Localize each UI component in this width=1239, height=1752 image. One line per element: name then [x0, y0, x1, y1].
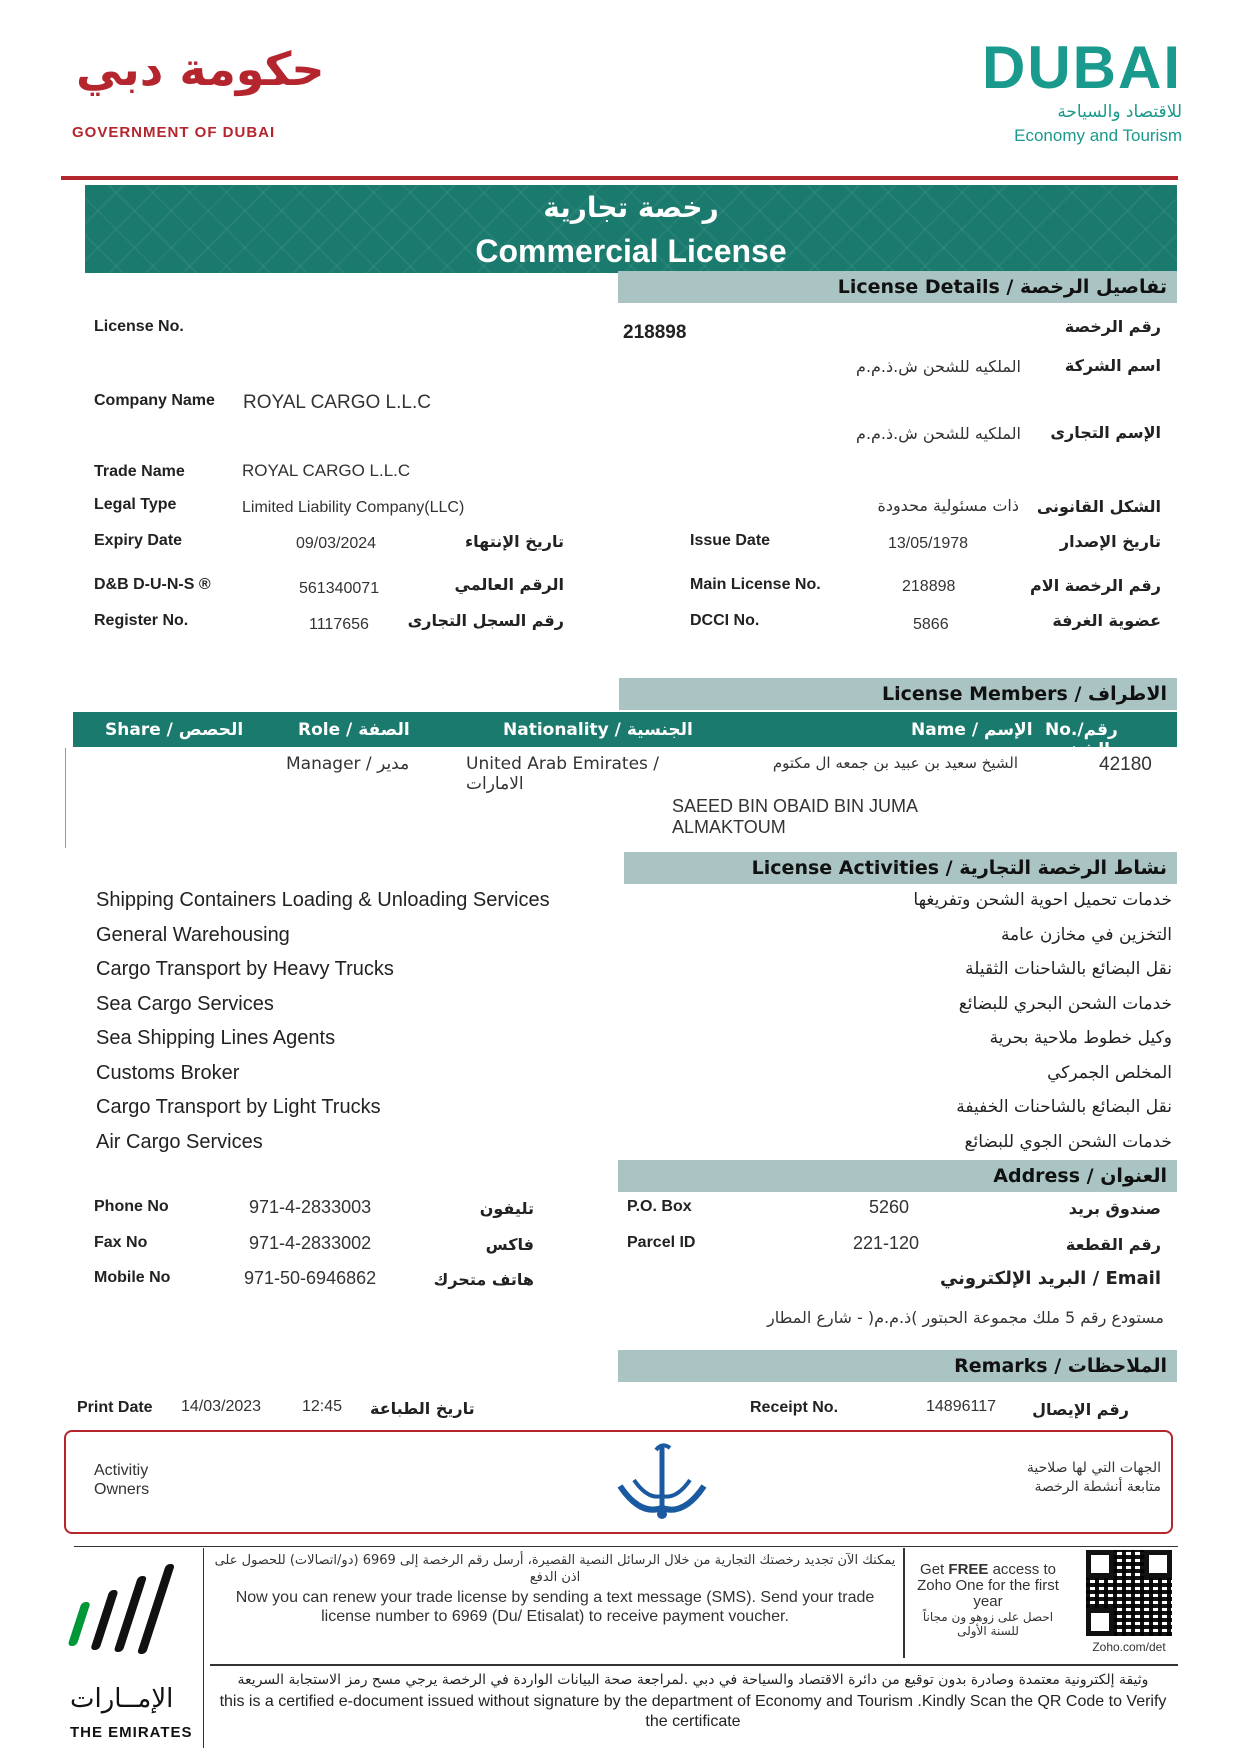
expiry-date-value: 09/03/2024 — [296, 535, 377, 552]
license-activities-title: License Activities / نشاط الرخصة التجارية — [751, 857, 1167, 879]
full-address: مستودع رقم 5 ملك مجموعة الحبتور )ذ.م.م( - شارع المطار — [766, 1308, 1164, 1327]
address-section-bar — [618, 1160, 1177, 1192]
parcel-id-label-ar: رقم القطعة — [1065, 1235, 1161, 1254]
government-of-dubai-logo — [68, 42, 325, 142]
list-item — [96, 1128, 1178, 1163]
emirates-logo — [68, 1552, 193, 1752]
legal-type-label-ar: الشكل القانونى — [1036, 497, 1161, 516]
legal-type-value: Limited Liability Company(LLC) — [242, 499, 465, 516]
print-time-value: 12:45 — [302, 1398, 343, 1415]
duns-label: D&B D-U-N-S ® — [94, 576, 211, 593]
activity-en: Sea Cargo Services — [96, 992, 274, 1015]
banner-title-english: Commercial License — [475, 233, 787, 269]
issue-date-label: Issue Date — [690, 532, 771, 549]
print-date-label: Print Date — [77, 1399, 153, 1416]
member-name-english: SAEED BIN OBAID BIN JUMA ALMAKTOUM — [672, 796, 918, 837]
license-details-section-bar — [618, 271, 1177, 303]
activity-en: Shipping Containers Loading & Unloading Services — [96, 889, 550, 911]
dcci-no-label: DCCI No. — [690, 612, 760, 629]
activity-en: General Warehousing — [96, 923, 290, 946]
det-logo-text: Economy and Tourism — [1014, 126, 1182, 145]
list-item — [96, 955, 1178, 990]
col-role: Role / الصفة — [298, 720, 410, 740]
title-banner — [85, 185, 1177, 273]
remarks-section-bar — [618, 1350, 1177, 1382]
activity-en: Air Cargo Services — [96, 1130, 263, 1153]
certified-doc-english: this is a certified e-document issued without signature by the department of Economy and Tourism .Kindly Scan the QR Code to Verify the certificate — [219, 1693, 1167, 1730]
list-item — [96, 1024, 1178, 1059]
footer-divider-mid — [903, 1548, 905, 1658]
ministry-emblem-icon — [614, 1442, 710, 1524]
owners-right-line2: متابعة أنشطة الرخصة — [1034, 1479, 1161, 1495]
list-item — [96, 1059, 1178, 1094]
license-members-title: License Members / الاطراف — [882, 683, 1167, 705]
company-name-label-ar: اسم الشركة — [1064, 356, 1161, 375]
dcci-no-value: 5866 — [913, 616, 949, 633]
list-item — [96, 990, 1178, 1025]
member-name-arabic: الشيخ سعيد بن عبيد بن جمعه ال مكتوم — [772, 754, 1018, 772]
activity-ar: نقل البضائع بالشاحنات الخفيفة — [956, 1097, 1172, 1117]
duns-label-ar: الرقم العالمي — [454, 575, 564, 594]
parcel-id-label: Parcel ID — [627, 1234, 696, 1251]
register-no-label-ar: رقم السجل التجارى — [407, 611, 564, 630]
trade-name-arabic: الملكيه للشحن ش.ذ.م.م — [856, 424, 1021, 443]
issue-date-value: 13/05/1978 — [888, 535, 969, 552]
phone-label-ar: تليفون — [479, 1199, 534, 1218]
col-nationality: Nationality / الجنسية — [503, 720, 693, 740]
list-item — [96, 1093, 1178, 1128]
fax-value: 971-4-2833002 — [249, 1233, 372, 1253]
members-table-header — [73, 712, 1177, 760]
banner-title-arabic: رخصة تجارية — [543, 191, 719, 224]
zoho-offer-free: FREE — [948, 1561, 989, 1578]
activity-ar: خدمات الشحن البحري للبضائع — [958, 993, 1172, 1014]
trade-name-label: Trade Name — [94, 463, 185, 480]
fax-label: Fax No — [94, 1234, 148, 1251]
footer-divider-left — [203, 1548, 204, 1748]
zoho-offer-pre: Get — [920, 1561, 949, 1578]
activity-ar: نقل البضائع بالشاحنات الثقيلة — [965, 959, 1172, 979]
col-name: Name / الإسم — [911, 720, 1033, 740]
zoho-offer-arabic: احصل على زوهو ون مجاناً للسنة الأولى — [922, 1610, 1054, 1638]
activity-en: Sea Shipping Lines Agents — [96, 1027, 336, 1049]
trade-name-value: ROYAL CARGO L.L.C — [242, 461, 411, 480]
trade-name-label-ar: الإسم التجارى — [1050, 423, 1161, 442]
main-license-value: 218898 — [902, 578, 956, 595]
zoho-link[interactable]: Zoho.com/det — [1092, 1640, 1166, 1654]
activities-list — [96, 886, 1178, 1162]
activity-ar: وكيل خطوط ملاحية بحرية — [989, 1028, 1172, 1048]
footer-divider-bottom — [210, 1664, 1178, 1666]
register-no-label: Register No. — [94, 612, 189, 629]
col-share: Share / الحصص — [105, 720, 244, 740]
phone-label: Phone No — [94, 1198, 169, 1215]
receipt-no-value: 14896117 — [926, 1398, 996, 1415]
emirates-logo-arabic: الإمــارات — [70, 1684, 174, 1714]
activity-en: Cargo Transport by Heavy Trucks — [96, 958, 394, 980]
company-name-value: ROYAL CARGO L.L.C — [243, 392, 431, 413]
phone-value: 971-4-2833003 — [249, 1197, 372, 1217]
det-logo — [982, 34, 1182, 148]
gov-logo-arabic: حكومة دبي — [76, 42, 325, 96]
activity-en: Customs Broker — [96, 1061, 240, 1084]
col-person-no: No./رقم الشخص — [1045, 720, 1118, 760]
pobox-label: P.O. Box — [627, 1198, 692, 1215]
license-no-value: 218898 — [623, 322, 687, 343]
member-person-no: 42180 — [1099, 754, 1152, 775]
footer-divider-top — [74, 1546, 1178, 1547]
zoho-offer-post: access to Zoho One for the first year — [917, 1561, 1059, 1610]
email-label: Email / البريد الإلكتروني — [939, 1268, 1161, 1289]
list-item — [96, 921, 1178, 956]
main-license-label-ar: رقم الرخصة الام — [1030, 576, 1161, 595]
expiry-date-label: Expiry Date — [94, 532, 183, 549]
header-red-rule — [61, 176, 1178, 180]
activity-ar: التخزين في مخازن عامة — [1000, 924, 1172, 945]
activity-ar: خدمات الشحن الجوي للبضائع — [964, 1131, 1172, 1152]
legal-type-arabic: ذات مسئولية محدودة — [877, 496, 1019, 515]
fax-label-ar: فاكس — [485, 1235, 534, 1254]
gov-logo-text: GOVERNMENT OF DUBAI — [72, 124, 276, 141]
activity-en: Cargo Transport by Light Trucks — [96, 1096, 381, 1118]
activity-ar: خدمات تحميل احوية الشحن وتفريغها — [913, 890, 1172, 910]
parcel-id-value: 221-120 — [853, 1233, 920, 1253]
mobile-label-ar: هاتف متحرك — [433, 1270, 534, 1289]
duns-value: 561340071 — [299, 580, 380, 597]
det-logo-word: DUBAI — [982, 34, 1182, 101]
legal-type-label: Legal Type — [94, 496, 177, 513]
address-title: Address / العنوان — [993, 1165, 1167, 1187]
emirates-stripes-icon — [68, 1552, 193, 1667]
license-details-title: License Details / تفاصيل الرخصة — [837, 276, 1167, 298]
receipt-no-label-ar: رقم الإيصال — [1032, 1400, 1129, 1419]
mobile-label: Mobile No — [94, 1269, 171, 1286]
emirates-logo-english: THE EMIRATES — [70, 1724, 193, 1741]
company-name-label: Company Name — [94, 392, 215, 409]
license-activities-section-bar — [624, 852, 1177, 884]
sms-renewal-arabic: يمكنك الآن تجديد رخصتك التجارية من خلال الرسائل النصية القصيرة، أرسل رقم الرخصة إلى 6969 (دو/اتصالات) للحصول على اذن الدفع — [214, 1553, 896, 1585]
print-date-label-ar: تاريخ الطباعة — [370, 1399, 475, 1418]
register-no-value: 1117656 — [309, 616, 369, 633]
license-no-label-ar: رقم الرخصة — [1064, 317, 1161, 336]
owners-left-line1: Activitiy — [94, 1462, 149, 1479]
issue-date-label-ar: تاريخ الإصدار — [1059, 532, 1161, 551]
license-members-section-bar — [619, 678, 1177, 710]
expiry-date-label-ar: تاريخ الإنتهاء — [464, 532, 564, 551]
members-table-row — [65, 748, 1178, 848]
receipt-no-label: Receipt No. — [750, 1399, 839, 1416]
zoho-offer — [908, 1562, 1068, 1610]
member-role: Manager / مدير — [286, 754, 410, 774]
list-item — [96, 886, 1178, 921]
license-no-label: License No. — [94, 318, 184, 335]
pobox-value: 5260 — [869, 1197, 910, 1217]
qr-code-icon[interactable] — [1086, 1550, 1172, 1636]
mobile-value: 971-50-6946862 — [244, 1268, 377, 1288]
det-logo-arabic: للاقتصاد والسياحة — [1057, 102, 1182, 122]
pobox-label-ar: صندوق بريد — [1068, 1199, 1161, 1218]
company-name-arabic: الملكيه للشحن ش.ذ.م.م — [856, 357, 1021, 376]
owners-left-line2: Owners — [94, 1481, 150, 1498]
print-date-value: 14/03/2023 — [181, 1398, 262, 1415]
owners-right-line1: الجهات التي لها صلاحية — [1026, 1460, 1161, 1476]
activity-owners-box — [64, 1430, 1173, 1534]
dcci-no-label-ar: عضوية الغرفة — [1052, 611, 1161, 630]
member-nationality: United Arab Emirates / الامارات — [466, 754, 660, 794]
activity-ar: المخلص الجمركي — [1047, 1062, 1172, 1083]
sms-renewal-english: Now you can renew your trade license by sending a text message (SMS). Send your trade license number to 6969 (Du/ Etisalat) to receive payment voucher. — [235, 1589, 875, 1625]
remarks-title: Remarks / الملاحظات — [954, 1355, 1167, 1377]
main-license-label: Main License No. — [690, 576, 821, 593]
certified-doc-arabic: وثيقة إلكترونية معتمدة وصادرة بدون توقيع من دائرة الاقتصاد والسياحة في دبي .لمراجعة صحة البيانات الواردة في الرخصة يرجي مسح رمز الاستجابة السريعة — [237, 1672, 1149, 1688]
